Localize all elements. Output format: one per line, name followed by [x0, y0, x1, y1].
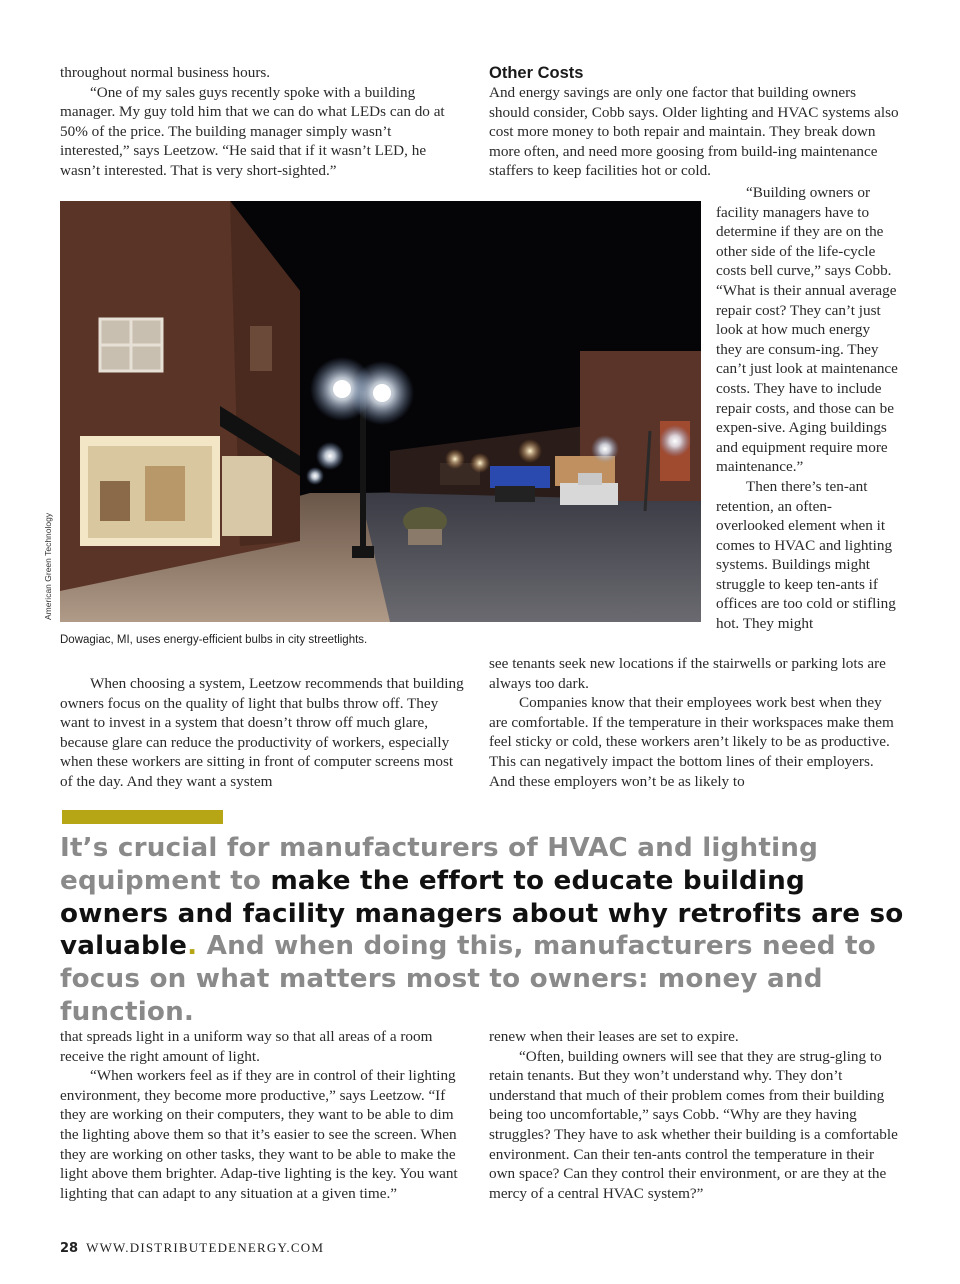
paragraph: renew when their leases are set to expire. — [489, 1028, 739, 1045]
website-url: WWW.DISTRIBUTEDENERGY.COM — [86, 1240, 325, 1255]
paragraph: Then there’s ten-ant retention, an often-overlooked element when it comes to HVAC and lighting systems. Buildings might struggle to keep ten-ants if offices are too cold or stifling hot. They might — [716, 477, 896, 633]
section-heading: Other Costs — [489, 64, 584, 82]
column-right-continued — [489, 654, 899, 791]
paragraph: Companies know that their employees work best when they are comfortable. If the temperature in their workspaces make them feel sticky or cold, these workers aren’t likely to be as productive. This can negatively impact the bottom lines of their employers. And these employers won’t be as likely to — [489, 694, 894, 790]
page-number: 28 — [60, 1241, 79, 1256]
paragraph: “Building owners or facility managers have to determine if they are on the other side of the life-cycle costs bell curve,” says Cobb. “What is their annual average repair cost? They can’t just look at how much energy they are consum-ing. They can’t just look at maintenance costs. They have to include repair costs, and those can be expen-sive. Aging buildings and equipment require more maintenance.” — [716, 184, 898, 476]
street-photo — [60, 201, 701, 622]
column-bottom-left — [60, 1027, 466, 1203]
paragraph: “Often, building owners will see that they are strug-gling to retain tenants. But they won’t understand why. They don’t understand that much of their problem comes from their building being too uncomfortable,” says Cobb. “Why are they having struggles? They have to ask whether their building is a comfortable environment. Can their ten-ants control the temperature in their own space? Can they control their environment, or are they at the mercy of a central HVAC system?” — [489, 1047, 898, 1202]
paragraph: “When workers feel as if they are in control of their lighting environment, they become more productive,” says Leetzow. “If they are working on their computers, they want to be able to dim the lighting above them so that it’s easier to see the screen. When they are working on other tasks, they want to be able to make the light above them brighter. Adap-tive lighting is the key. You want lighting that can adapt to any situation at a given time.” — [60, 1067, 458, 1202]
page-footer — [60, 1240, 324, 1256]
paragraph: that spreads light in a uniform way so that all areas of a room receive the right amount of light. — [60, 1028, 433, 1065]
pull-quote-emphasis: make the effort to educate building owners and facility managers about why retrofits are so valuable — [60, 865, 904, 962]
column-mid-left — [60, 674, 466, 792]
paragraph: When choosing a system, Leetzow recommends that building owners focus on the quality of light that bulbs throw off. They want to invest in a system that doesn’t throw off much glare, because glare can reduce the productivity of workers, especially when these workers are sitting in front of computer screens most of the day. And they want a system — [60, 675, 464, 790]
photo-credit: American Green Technology — [43, 512, 53, 620]
pull-quote-tail: And when doing this, manufacturers need to focus on what matters most to owners: money and function. — [60, 931, 876, 1027]
column-top-left — [60, 63, 462, 181]
paragraph: see tenants seek new locations if the stairwells or parking lots are always too dark. — [489, 655, 886, 692]
paragraph: And energy savings are only one factor that building owners should consider, Cobb says. Older lighting and HVAC systems also cost more money to both repair and maintain. They break down more often, and need more goosing from build-ing maintenance staffers to keep facilities hot or cold. — [489, 84, 899, 180]
pull-quote — [60, 832, 910, 1029]
column-top-right — [489, 63, 899, 181]
column-bottom-right — [489, 1027, 899, 1203]
photo-caption: Dowagiac, MI, uses energy-efficient bulbs in city streetlights. — [60, 634, 368, 646]
paragraph: throughout normal business hours. — [60, 64, 271, 81]
pull-quote-lead: It’s crucial for manufacturers of HVAC and lighting equipment to — [60, 833, 819, 896]
paragraph: “One of my sales guys recently spoke with a building manager. My guy told him that we can do what LEDs can do at 50% of the price. The building manager simply wasn’t interested,” says Leetzow. “He said that if it wasn’t LED, he wasn’t interested. That is very short-sighted.” — [60, 83, 445, 179]
column-right-wrap — [716, 183, 900, 634]
pull-quote-period: . — [187, 931, 198, 962]
pull-quote-accent-bar — [62, 810, 223, 824]
